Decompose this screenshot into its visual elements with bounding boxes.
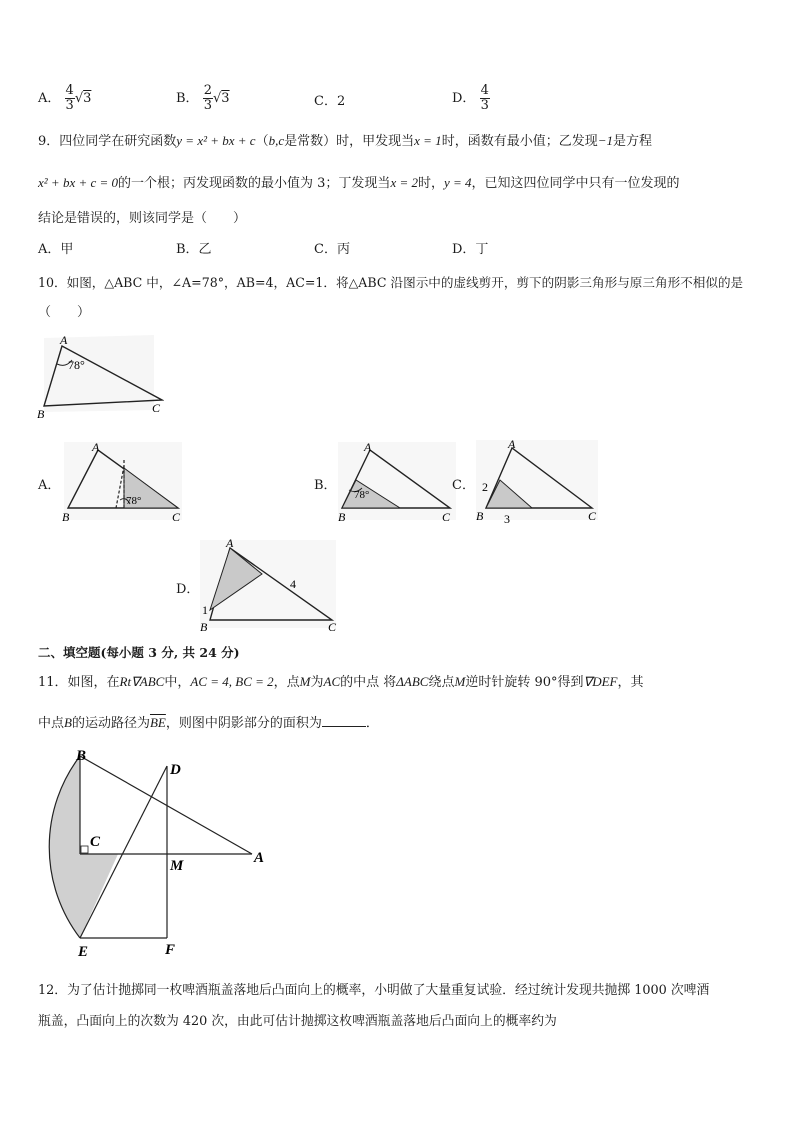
svg-text:A: A [364, 440, 372, 454]
q10-option-a-figure [60, 438, 185, 526]
q9-option-a: A．甲 [38, 242, 74, 257]
svg-text:B: B [338, 510, 346, 524]
label-d: D [170, 762, 181, 778]
shaded-region [49, 756, 118, 938]
q9-option-b: B．乙 [176, 242, 212, 257]
svg-text:1: 1 [202, 603, 208, 617]
svg-text:C: C [328, 620, 337, 634]
section-2-title: 二、填空题(每小题 3 分, 共 24 分) [38, 645, 240, 660]
label-b: B [76, 748, 87, 764]
svg-text:C: C [172, 510, 181, 524]
label-b: B [37, 407, 45, 421]
svg-text:A: A [92, 440, 100, 454]
q10-option-b-letter: B． [314, 478, 337, 493]
svg-text:C: C [588, 509, 597, 523]
svg-text:4: 4 [290, 577, 296, 591]
label-e: E [78, 944, 89, 960]
answer-blank[interactable] [322, 716, 366, 727]
svg-text:2: 2 [482, 480, 488, 494]
q10-option-c-figure [472, 436, 602, 526]
q8-option-b: B． $\frac{2}{3}$ √3 [176, 83, 230, 113]
fraction: $\frac{2}{3}$ [203, 83, 212, 113]
label-a: A [60, 333, 68, 347]
svg-text:3: 3 [504, 512, 510, 526]
q10-option-c-letter: C． [452, 478, 475, 493]
q9-line-2: x² + bx + c = 0的一个根；丙发现函数的最小值为 3；丁发现当x = 2时，y = 4，已知这四位同学中只有一位发现的 [38, 175, 680, 191]
fraction: $\frac{4}{3}$ [65, 83, 74, 113]
q10-option-a-letter: A． [38, 478, 61, 493]
q11-figure [40, 742, 280, 962]
svg-text:B: B [476, 509, 484, 523]
svg-text:78°: 78° [126, 495, 142, 507]
svg-text:A: A [226, 536, 234, 550]
q9-option-d: D．丁 [452, 242, 489, 257]
label-a: A [254, 850, 265, 866]
svg-text:78°: 78° [354, 489, 370, 501]
q8-option-d: D． $\frac{4}{3}$ [452, 83, 489, 113]
q9-line-3: 结论是错误的，则该同学是（ ） [38, 211, 247, 226]
label-c: C [90, 834, 101, 850]
sqrt: √3 [212, 91, 230, 106]
angle-label: 78° [68, 358, 85, 372]
q12-line-2: 瓶盖，凸面向上的次数为 420 次，由此可估计抛掷这枚啤酒瓶盖落地后凸面向上的概率约为 [38, 1014, 557, 1029]
q8-option-a: A． $\frac{4}{3}$ √3 [38, 83, 92, 113]
q11-line-1: 11．如图，在Rt∇ABC中，AC = 4, BC = 2，点M为AC的中点 将ΔABC绕点M逆时针旋转 90°得到∇DEF，其 [38, 674, 644, 690]
q10-line-2: （ ） [38, 305, 91, 320]
svg-text:B: B [62, 510, 70, 524]
q10-option-b-figure [334, 438, 459, 526]
q8-option-c: C．2 [314, 94, 346, 109]
q10-main-figure [34, 332, 164, 422]
q9-option-c: C．丙 [314, 242, 350, 257]
sqrt: √3 [74, 91, 92, 106]
label-f: F [165, 942, 176, 958]
svg-text:B: B [200, 620, 208, 634]
q10-option-d-letter: D． [176, 582, 200, 597]
svg-text:C: C [442, 510, 451, 524]
q12-line-1: 12．为了估计抛掷同一枚啤酒瓶盖落地后凸面向上的概率，小明做了大量重复试验．经过统计发现共抛掷 1000 次啤酒 [38, 983, 710, 998]
q10-option-d-figure [196, 536, 341, 634]
label-m: M [170, 858, 184, 874]
label-c: C [152, 401, 161, 415]
svg-text:A: A [508, 437, 516, 451]
q10-line-1: 10．如图，△ABC 中，∠A=78°，AB=4，AC=1．将△ABC 沿图示中的虚线剪开，剪下的阴影三角形与原三角形不相似的是 [38, 275, 744, 290]
q9-line-1: 9．四位同学在研究函数y = x² + bx + c（b,c是常数）时，甲发现当x = 1时，函数有最小值；乙发现−1是方程 [38, 133, 652, 149]
q11-line-2: 中点B的运动路径为$\overline{BE}$，则图中阴影部分的面积为 ． [38, 715, 379, 731]
fraction: $\frac{4}{3}$ [480, 83, 489, 113]
